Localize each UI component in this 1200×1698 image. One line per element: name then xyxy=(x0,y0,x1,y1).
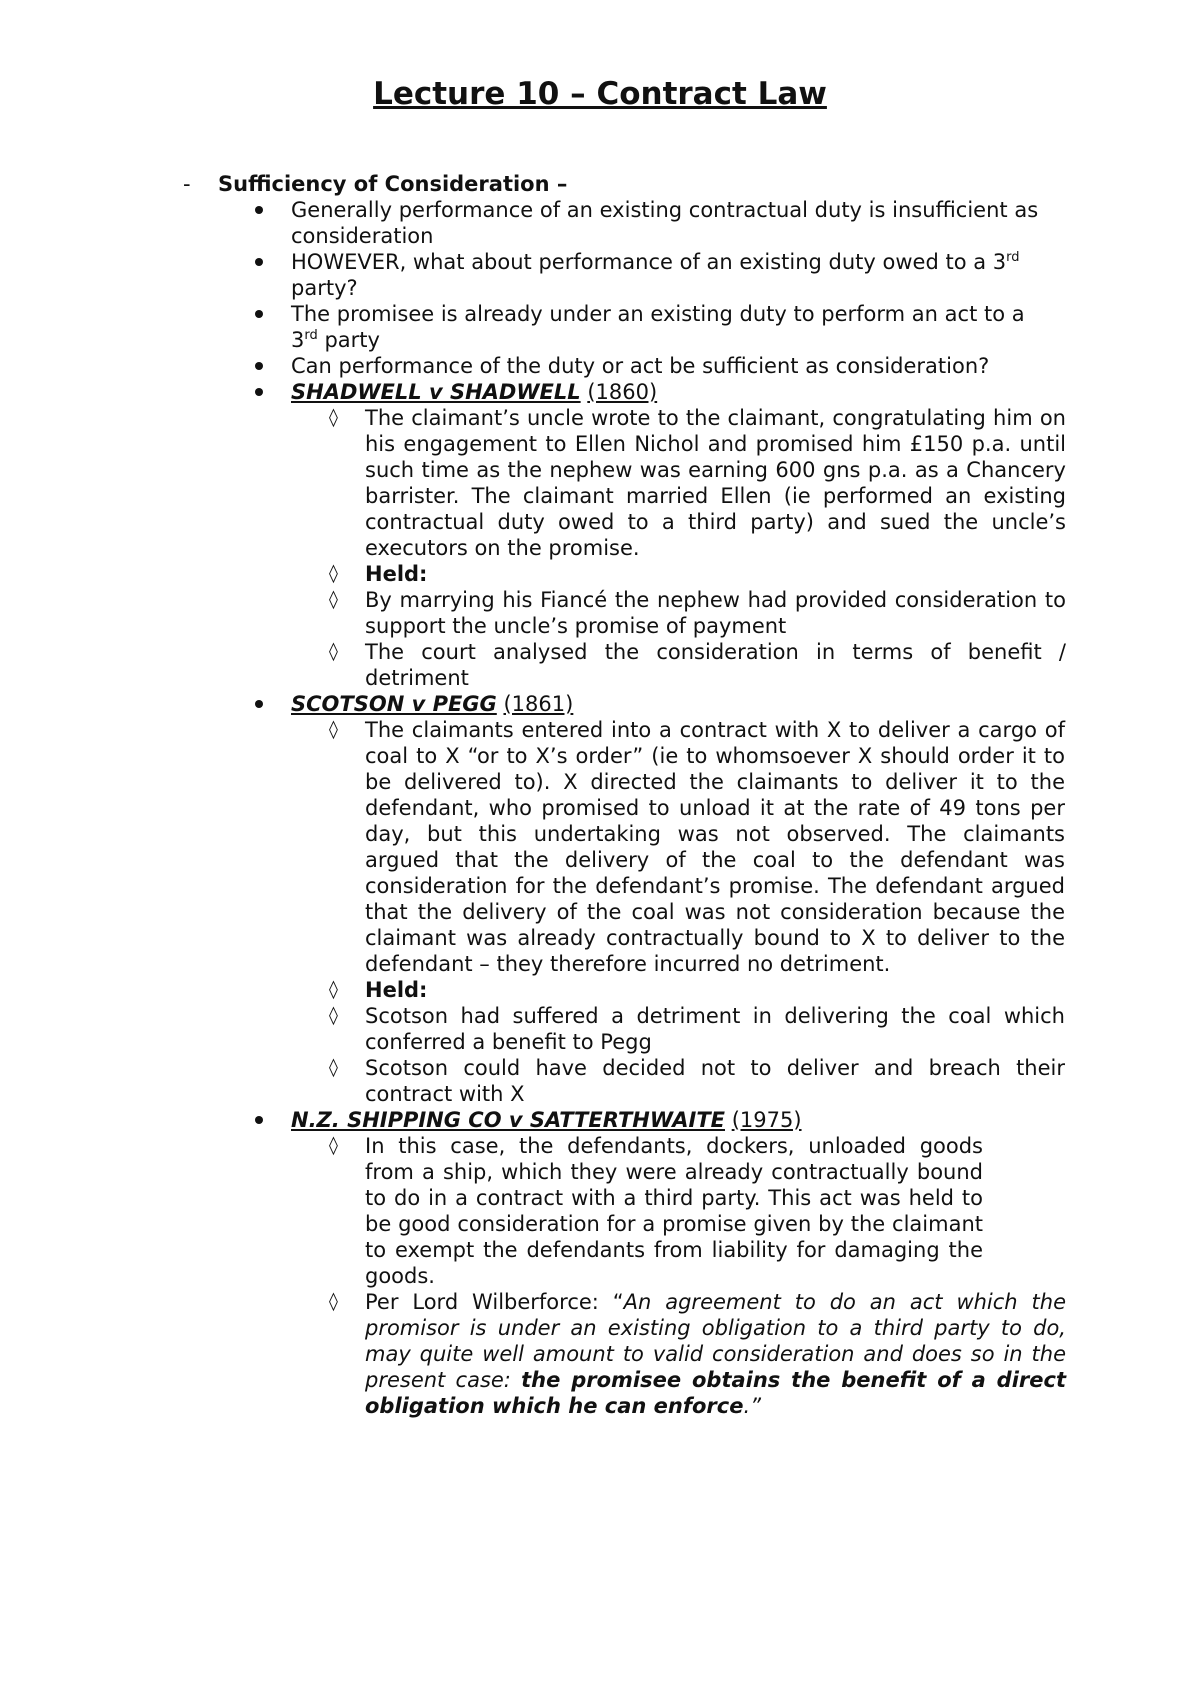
bullet-icon xyxy=(255,258,263,266)
diamond-icon: ◊ xyxy=(329,407,338,428)
case-detail-text: The claimants entered into a contract with X to deliver a cargo of coal to X “or to X’s order” (ie to whomsoever X should order it to be delivered to). X directed the claimants to deliver it to the defendant, who promised to unload it at the rate of 49 tons per day, but this undertaking was not observed. The claimants argued that the delivery of the coal to the defendant was consideration for the defendant’s promise. The defendant argued that the delivery of the coal was not consideration because the claimant was already contractually bound to X to deliver to the defendant – they therefore incurred no detriment. xyxy=(365,718,1065,976)
quote-bold: the promisee obtains the benefit of a direct obligation which he can enforce xyxy=(365,1368,1066,1418)
held-label: Held: xyxy=(365,978,428,1002)
point-text: Can performance of the duty or act be sufficient as consideration? xyxy=(291,354,990,378)
case-detail-text: Scotson had suffered a detriment in delivering the coal which conferred a benefit to Pegg xyxy=(365,1004,1065,1054)
page-title: Lecture 10 – Contract Law xyxy=(373,76,827,112)
point-text-part: party xyxy=(324,328,380,352)
case-detail-text: The court analysed the consideration in terms of benefit / detriment xyxy=(365,640,1066,690)
bullet-icon xyxy=(255,1116,263,1124)
diamond-icon: ◊ xyxy=(329,979,338,1000)
quote-text xyxy=(365,1289,1066,1419)
case-title xyxy=(291,379,991,405)
diamond-icon: ◊ xyxy=(329,1005,338,1026)
dash-marker: - xyxy=(183,172,191,196)
case-detail-text: By marrying his Fiancé the nephew had provided consideration to support the uncle’s promise of payment xyxy=(365,588,1066,638)
point-text: Generally performance of an existing contractual duty is insufficient as consideration xyxy=(291,198,1039,248)
bullet-icon xyxy=(255,362,263,370)
bullet-icon xyxy=(255,700,263,708)
case-title xyxy=(291,1107,991,1133)
bullet-icon xyxy=(255,388,263,396)
case-name: SHADWELL v SHADWELL xyxy=(291,380,581,404)
bullet-icon xyxy=(255,206,263,214)
ordinal-suffix: rd xyxy=(1006,250,1020,265)
diamond-icon: ◊ xyxy=(329,1291,338,1312)
case-year: (1861) xyxy=(503,692,574,716)
held-label: Held: xyxy=(365,562,428,586)
ordinal-suffix: rd xyxy=(304,328,318,343)
diamond-icon: ◊ xyxy=(329,563,338,584)
case-detail-text: In this case, the defendants, dockers, unloaded goods from a ship, which they were already contractually bound to do in a contract with a third party. This act was held to be good consideration for a promise given by the claimant to exempt the defendants from liability for damaging the goods. xyxy=(365,1134,983,1288)
diamond-icon: ◊ xyxy=(329,1057,338,1078)
bullet-icon xyxy=(255,310,263,318)
section-heading: Sufficiency of Consideration – xyxy=(218,172,568,196)
point-text-part: HOWEVER, what about performance of an existing duty owed to a 3 xyxy=(291,250,1007,274)
diamond-icon: ◊ xyxy=(329,589,338,610)
case-year: (1860) xyxy=(587,380,658,404)
case-name: SCOTSON v PEGG xyxy=(291,692,497,716)
diamond-icon: ◊ xyxy=(329,719,338,740)
quote-intro: Per Lord Wilberforce: “ xyxy=(365,1290,624,1314)
case-detail-text: The claimant’s uncle wrote to the claimant, congratulating him on his engagement to Ellen Nichol and promised him £150 p.a. until such time as the nephew was earning 600 gns p.a. as a Chancery barrister. The claimant married Ellen (ie performed an existing contractual duty owed to a third party) and sued the uncle’s executors on the promise. xyxy=(365,406,1066,560)
case-name: N.Z. SHIPPING CO v SATTERTHWAITE xyxy=(291,1108,725,1132)
point-text xyxy=(291,301,1091,353)
quote-italic: An agreement to do an act which the promisor is under an existing obligation to a third party to do, may quite well amount to valid consideration and does so in the present case: xyxy=(365,1290,1066,1392)
case-detail-text: Scotson could have decided not to deliver and breach their contract with X xyxy=(365,1056,1065,1106)
quote-close: .” xyxy=(743,1394,761,1418)
case-year: (1975) xyxy=(731,1108,802,1132)
section-row xyxy=(0,171,1200,197)
point-text-part: party? xyxy=(291,276,358,300)
point-text-part: The promisee is already under an existing duty to perform an act to a xyxy=(291,302,1025,326)
point-text-part: 3 xyxy=(291,328,305,352)
case-title xyxy=(291,691,991,717)
diamond-icon: ◊ xyxy=(329,1135,338,1156)
point-text xyxy=(291,249,1091,301)
diamond-icon: ◊ xyxy=(329,641,338,662)
